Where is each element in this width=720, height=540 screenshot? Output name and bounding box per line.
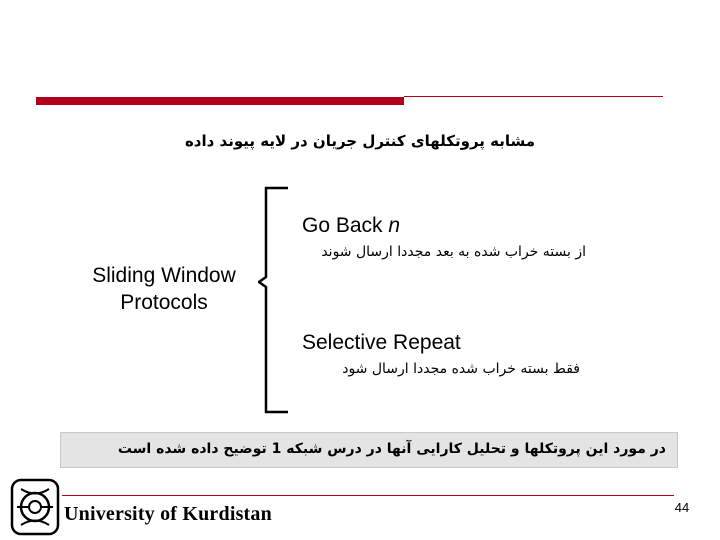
university-name: University of Kurdistan: [64, 503, 272, 525]
slide-title: مشابه پروتکلهای کنترل جریان در لایه پیوند داده: [184, 132, 536, 150]
note-text: در مورد این پروتکلها و تحلیل کارایی آنها در درس شبکه 1 توضیح داده شده است: [117, 441, 666, 457]
university-logo-icon: [10, 478, 60, 536]
selective-repeat-description: فقط بسته خراب شده مجددا ارسال شود: [342, 361, 580, 377]
go-back-n-label: Go Back: [302, 214, 383, 237]
sliding-window-label: Sliding Window Protocols: [92, 264, 236, 314]
footer-divider: [62, 495, 674, 496]
header-accent-line: [404, 96, 663, 97]
selective-repeat-heading: Selective Repeat: [302, 331, 461, 354]
page-number: 44: [674, 500, 690, 515]
go-back-n-variable: n: [388, 214, 401, 237]
go-back-n-heading: [302, 214, 400, 238]
bracket-icon: [258, 185, 294, 415]
header-accent-bar: [36, 97, 404, 105]
go-back-n-description: از بسته خراب شده به بعد مجددا ارسال شوند: [321, 244, 586, 260]
